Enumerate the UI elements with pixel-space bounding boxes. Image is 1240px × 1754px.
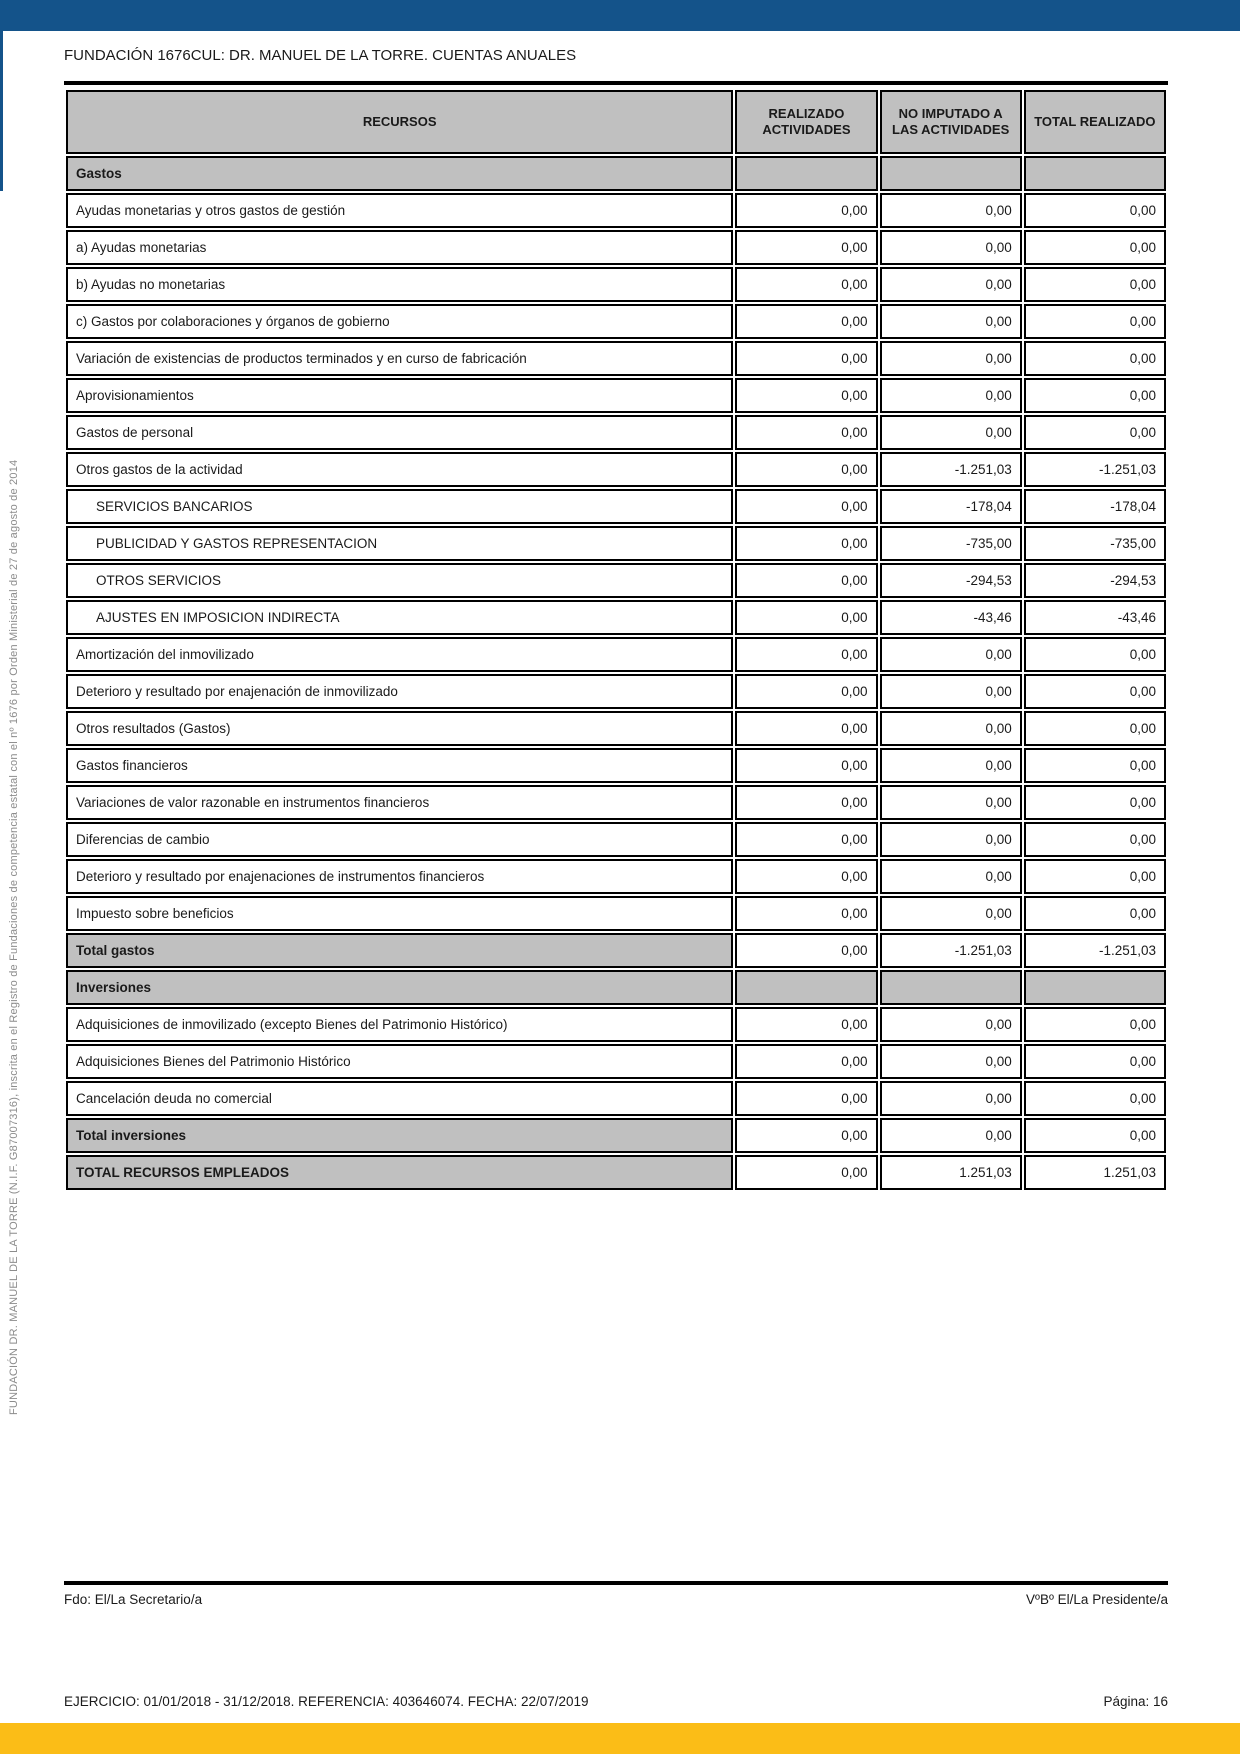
row-label: Ayudas monetarias y otros gastos de gestión [66,193,733,228]
value-cell: 0,00 [1024,304,1166,339]
footer-page-number: Página: 16 [1103,1694,1168,1709]
row-label: Aprovisionamientos [66,378,733,413]
value-cell: 0,00 [1024,711,1166,746]
value-cell: 0,00 [880,785,1022,820]
value-cell: 0,00 [735,637,877,672]
row-label: Deterioro y resultado por enajenaciones de instrumentos financieros [66,859,733,894]
value-cell: 0,00 [1024,1081,1166,1116]
value-cell: -735,00 [880,526,1022,561]
table-row [66,304,1166,339]
table-row [66,563,1166,598]
row-label: Otros resultados (Gastos) [66,711,733,746]
row-label: Variaciones de valor razonable en instrumentos financieros [66,785,733,820]
value-cell: 0,00 [735,748,877,783]
value-cell: -43,46 [1024,600,1166,635]
value-cell: 0,00 [1024,1044,1166,1079]
value-cell: 0,00 [880,267,1022,302]
registry-side-note: FUNDACIÓN DR. MANUEL DE LA TORRE (N.I.F. G87007316), inscrita en el Registro de Fundaciones de competencia estatal con el nº 1676 por Orden Ministerial de 27 de agosto de 2014 [8,459,20,1415]
value-cell: 0,00 [735,822,877,857]
row-label: Amortización del inmovilizado [66,637,733,672]
row-label: Diferencias de cambio [66,822,733,857]
value-cell: 0,00 [735,1118,877,1153]
table-row [66,526,1166,561]
bottom-yellow-band [0,1723,1240,1754]
table-row [66,1118,1166,1153]
table-row [66,1007,1166,1042]
value-cell: 0,00 [735,193,877,228]
value-cell: 0,00 [1024,859,1166,894]
value-cell: 0,00 [880,674,1022,709]
value-cell: 0,00 [880,1044,1022,1079]
row-label: Total inversiones [66,1118,733,1153]
value-cell: 0,00 [880,859,1022,894]
value-cell: 0,00 [1024,637,1166,672]
table-row [66,415,1166,450]
value-cell: 0,00 [880,1007,1022,1042]
value-cell: -1.251,03 [880,452,1022,487]
value-cell: 0,00 [880,748,1022,783]
value-cell: -178,04 [880,489,1022,524]
value-cell: 0,00 [1024,748,1166,783]
empty-section-cell [735,156,877,191]
value-cell: -294,53 [1024,563,1166,598]
table-row [66,452,1166,487]
value-cell: 0,00 [1024,193,1166,228]
value-cell: 0,00 [1024,785,1166,820]
top-blue-band [0,0,1240,31]
table-row [66,193,1166,228]
table-row [66,711,1166,746]
value-cell: 0,00 [735,452,877,487]
row-label: Total gastos [66,933,733,968]
row-label: Otros gastos de la actividad [66,452,733,487]
value-cell: 0,00 [735,1007,877,1042]
value-cell: -1.251,03 [880,933,1022,968]
table-row [66,230,1166,265]
table-row [66,637,1166,672]
value-cell: 0,00 [1024,378,1166,413]
row-label: Cancelación deuda no comercial [66,1081,733,1116]
value-cell: 0,00 [735,1155,877,1190]
value-cell: -1.251,03 [1024,933,1166,968]
value-cell: 0,00 [735,230,877,265]
president-signature-label: VºBº El/La Presidente/a [1026,1592,1168,1607]
value-cell: 0,00 [1024,341,1166,376]
column-header-realizado-actividades: REALIZADO ACTIVIDADES [735,90,877,154]
row-label: c) Gastos por colaboraciones y órganos de gobierno [66,304,733,339]
row-label: Gastos [66,156,733,191]
row-label: TOTAL RECURSOS EMPLEADOS [66,1155,733,1190]
table-row [66,341,1166,376]
signature-rule [64,1581,1168,1585]
value-cell: 0,00 [880,415,1022,450]
row-label: PUBLICIDAD Y GASTOS REPRESENTACION [66,526,733,561]
value-cell: 1.251,03 [880,1155,1022,1190]
row-label: Impuesto sobre beneficios [66,896,733,931]
value-cell: 0,00 [1024,1007,1166,1042]
table-row [66,1044,1166,1079]
row-label: Inversiones [66,970,733,1005]
table-row [66,489,1166,524]
footer-exercise-reference: EJERCICIO: 01/01/2018 - 31/12/2018. REFERENCIA: 403646074. FECHA: 22/07/2019 [64,1694,589,1709]
value-cell: 0,00 [1024,1118,1166,1153]
table-row [66,859,1166,894]
table-row [66,748,1166,783]
value-cell: -294,53 [880,563,1022,598]
value-cell: 0,00 [880,1118,1022,1153]
empty-section-cell [880,970,1022,1005]
value-cell: 0,00 [1024,896,1166,931]
table-row [66,156,1166,191]
value-cell: 0,00 [735,896,877,931]
row-label: OTROS SERVICIOS [66,563,733,598]
value-cell: 1.251,03 [1024,1155,1166,1190]
footer-row [64,1694,1168,1709]
recursos-table [64,88,1168,1192]
value-cell: 0,00 [735,711,877,746]
value-cell: 0,00 [880,896,1022,931]
row-label: b) Ayudas no monetarias [66,267,733,302]
value-cell: -43,46 [880,600,1022,635]
row-label: Adquisiciones de inmovilizado (excepto Bienes del Patrimonio Histórico) [66,1007,733,1042]
value-cell: 0,00 [735,563,877,598]
value-cell: 0,00 [880,1081,1022,1116]
value-cell: 0,00 [880,193,1022,228]
table-row [66,378,1166,413]
row-label: Deterioro y resultado por enajenación de inmovilizado [66,674,733,709]
table-row [66,785,1166,820]
value-cell: 0,00 [1024,674,1166,709]
value-cell: 0,00 [880,341,1022,376]
signature-row [64,1592,1168,1607]
value-cell: 0,00 [735,1044,877,1079]
title-rule [64,81,1168,85]
table-row [66,1081,1166,1116]
page-title: FUNDACIÓN 1676CUL: DR. MANUEL DE LA TORRE. CUENTAS ANUALES [64,47,577,64]
row-label: AJUSTES EN IMPOSICION INDIRECTA [66,600,733,635]
value-cell: 0,00 [735,267,877,302]
empty-section-cell [1024,156,1166,191]
value-cell: 0,00 [735,785,877,820]
table-row [66,933,1166,968]
recursos-table-body [66,156,1166,1190]
value-cell: 0,00 [880,637,1022,672]
value-cell: 0,00 [735,378,877,413]
value-cell: 0,00 [880,711,1022,746]
table-row [66,896,1166,931]
value-cell: 0,00 [880,822,1022,857]
left-blue-accent [0,31,3,191]
value-cell: 0,00 [735,526,877,561]
column-header-total-realizado: TOTAL REALIZADO [1024,90,1166,154]
empty-section-cell [880,156,1022,191]
value-cell: 0,00 [880,378,1022,413]
value-cell: 0,00 [735,600,877,635]
table-row [66,674,1166,709]
table-header-row [66,90,1166,154]
value-cell: 0,00 [735,859,877,894]
value-cell: -735,00 [1024,526,1166,561]
table-row [66,1155,1166,1190]
value-cell: 0,00 [880,230,1022,265]
row-label: Gastos financieros [66,748,733,783]
value-cell: 0,00 [1024,267,1166,302]
value-cell: -1.251,03 [1024,452,1166,487]
column-header-no-imputado: NO IMPUTADO A LAS ACTIVIDADES [880,90,1022,154]
table-row [66,970,1166,1005]
value-cell: 0,00 [735,304,877,339]
value-cell: 0,00 [735,341,877,376]
row-label: a) Ayudas monetarias [66,230,733,265]
value-cell: -178,04 [1024,489,1166,524]
value-cell: 0,00 [880,304,1022,339]
table-row [66,600,1166,635]
column-header-recursos: RECURSOS [66,90,733,154]
secretary-signature-label: Fdo: El/La Secretario/a [64,1592,203,1607]
empty-section-cell [1024,970,1166,1005]
value-cell: 0,00 [1024,822,1166,857]
row-label: Adquisiciones Bienes del Patrimonio Histórico [66,1044,733,1079]
value-cell: 0,00 [735,489,877,524]
value-cell: 0,00 [735,1081,877,1116]
value-cell: 0,00 [735,415,877,450]
row-label: SERVICIOS BANCARIOS [66,489,733,524]
value-cell: 0,00 [1024,230,1166,265]
row-label: Gastos de personal [66,415,733,450]
value-cell: 0,00 [735,674,877,709]
table-row [66,822,1166,857]
value-cell: 0,00 [735,933,877,968]
empty-section-cell [735,970,877,1005]
table-row [66,267,1166,302]
recursos-table-container [64,88,1170,1192]
value-cell: 0,00 [1024,415,1166,450]
row-label: Variación de existencias de productos terminados y en curso de fabricación [66,341,733,376]
